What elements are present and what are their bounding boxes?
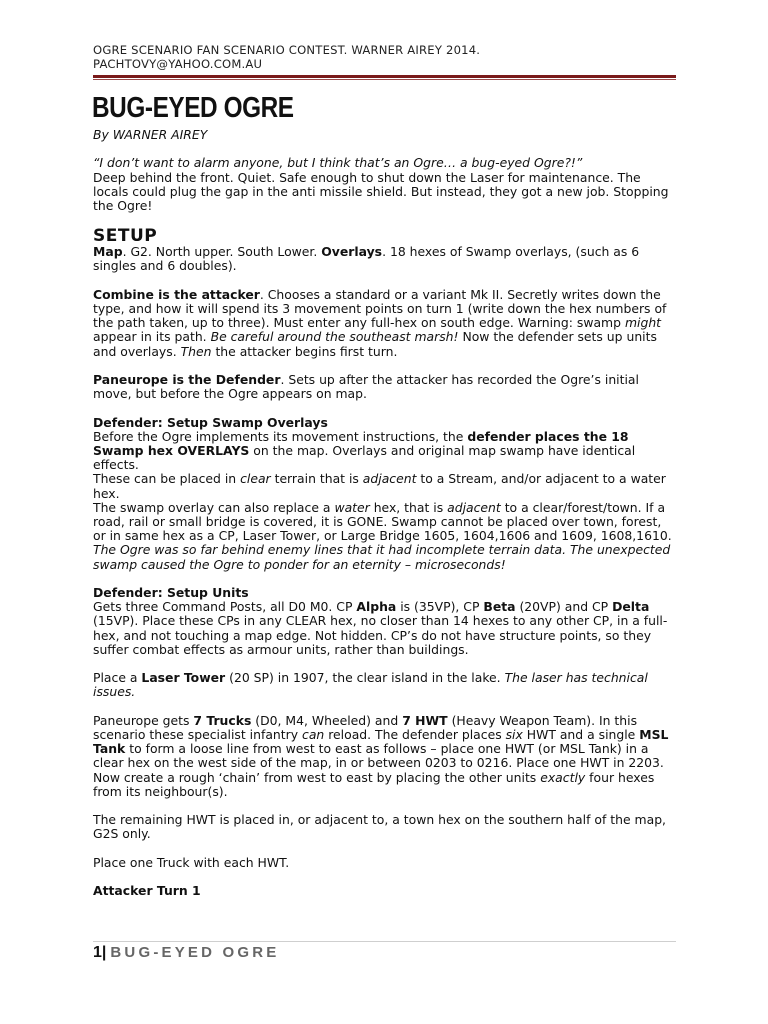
laser-paragraph: Place a Laser Tower (20 SP) in 1907, the clear island in the lake. The laser has technical issues. <box>93 670 648 700</box>
paneurope-paragraph: Paneurope is the Defender. Sets up after the attacker has recorded the Ogre’s initial move, but before the Ogre appears on map. <box>93 372 639 402</box>
swamp-paragraph-3: The swamp overlay can also replace a water hex, that is adjacent to a clear/forest/town. If a road, rail or small bridge is covered, it is GONE. Swamp cannot be placed over town, forest, or in same hex as a CP, Laser Tower, or Large Bridge 1605, 1604,1606 and 1609, 1608,1610. <box>93 499 672 544</box>
swamp-heading: Defender: Setup Swamp Overlays <box>93 414 328 430</box>
swamp-flavor-text: The Ogre was so far behind enemy lines that it had incomplete terrain data. The unexpected swamp caused the Ogre to ponder for an eternity – microseconds! <box>93 542 671 572</box>
page-number: 1 <box>93 944 102 961</box>
byline: By WARNER AIREY <box>93 127 208 142</box>
swamp-paragraph-1: Before the Ogre implements its movement instructions, the defender places the 18 Swamp hex OVERLAYS on the map. Overlays and original map swamp have identical effects. <box>93 428 636 473</box>
remaining-hwt-paragraph: The remaining HWT is placed in, or adjacent to, a town hex on the southern half of the map, G2S only. <box>93 812 666 842</box>
units-paragraph: Gets three Command Posts, all D0 M0. CP Alpha is (35VP), CP Beta (20VP) and CP Delta (15VP). Place these CPs in any CLEAR hex, no closer than 14 hexes to any other CP, in a full-hex, and not touching a map edge. Not hidden. CP’s do not have structure points, so they suffer combat effects as armour units, rather than buildings. <box>93 599 668 657</box>
setup-heading: SETUP <box>93 226 158 247</box>
intro-text: Deep behind the front. Quiet. Safe enough to shut down the Laser for maintenance. The locals could plug the gap in the anti missile shield. But instead, they got a new job. Stopping the Ogre! <box>93 169 669 213</box>
header-line-1: OGRE SCENARIO FAN SCENARIO CONTEST. WARNER AIREY 2014. <box>93 43 481 57</box>
document-header <box>93 43 480 71</box>
footer-rule <box>93 941 676 942</box>
document-title: BUG-EYED OGRE <box>92 92 294 124</box>
units-heading: Defender: Setup Units <box>93 585 249 601</box>
swamp-paragraph-2: These can be placed in clear terrain that is adjacent to a Stream, and/or adjacent to a water hex. <box>93 471 666 501</box>
header-line-2: PACHTOVY@YAHOO.COM.AU <box>93 57 263 71</box>
map-paragraph: Map. G2. North upper. South Lower. Overlays. 18 hexes of Swamp overlays, (such as 6 singles and 6 doubles). <box>93 244 640 274</box>
document-body <box>93 128 673 898</box>
page-footer <box>93 944 280 962</box>
combine-paragraph: Combine is the attacker. Chooses a standard or a variant Mk II. Secretly writes down the type, and how it will spend its 3 movement points on turn 1 (write down the hex numbers of the path taken, up to three). Must enter any full-hex on south edge. Warning: swamp might appear in its path. Be careful around the southeast marsh! Now the defender sets up units and overlays. Then the attacker begins first turn. <box>93 286 667 359</box>
footer-title: BUG-EYED OGRE <box>110 944 280 961</box>
header-rule-thick <box>93 75 676 78</box>
intro-quote: “I don’t want to alarm anyone, but I think that’s an Ogre… a bug-eyed Ogre?!” <box>93 155 583 171</box>
trucks-paragraph: Paneurope gets 7 Trucks (D0, M4, Wheeled) and 7 HWT (Heavy Weapon Team). In this scenario these specialist infantry can reload. The defender places six HWT and a single MSL Tank to form a loose line from west to east as follows – place one HWT (or MSL Tank) in a clear hex on the west side of the map, in or between 0203 to 0216. Place one HWT in 2203. Now create a rough ‘chain’ from west to east by placing the other units exactly four hexes from its neighbour(s). <box>93 712 669 799</box>
footer-separator: | <box>101 944 107 961</box>
header-rule-thin <box>93 79 676 80</box>
attacker-turn-heading: Attacker Turn 1 <box>93 883 201 899</box>
truck-placement-paragraph: Place one Truck with each HWT. <box>93 854 290 870</box>
